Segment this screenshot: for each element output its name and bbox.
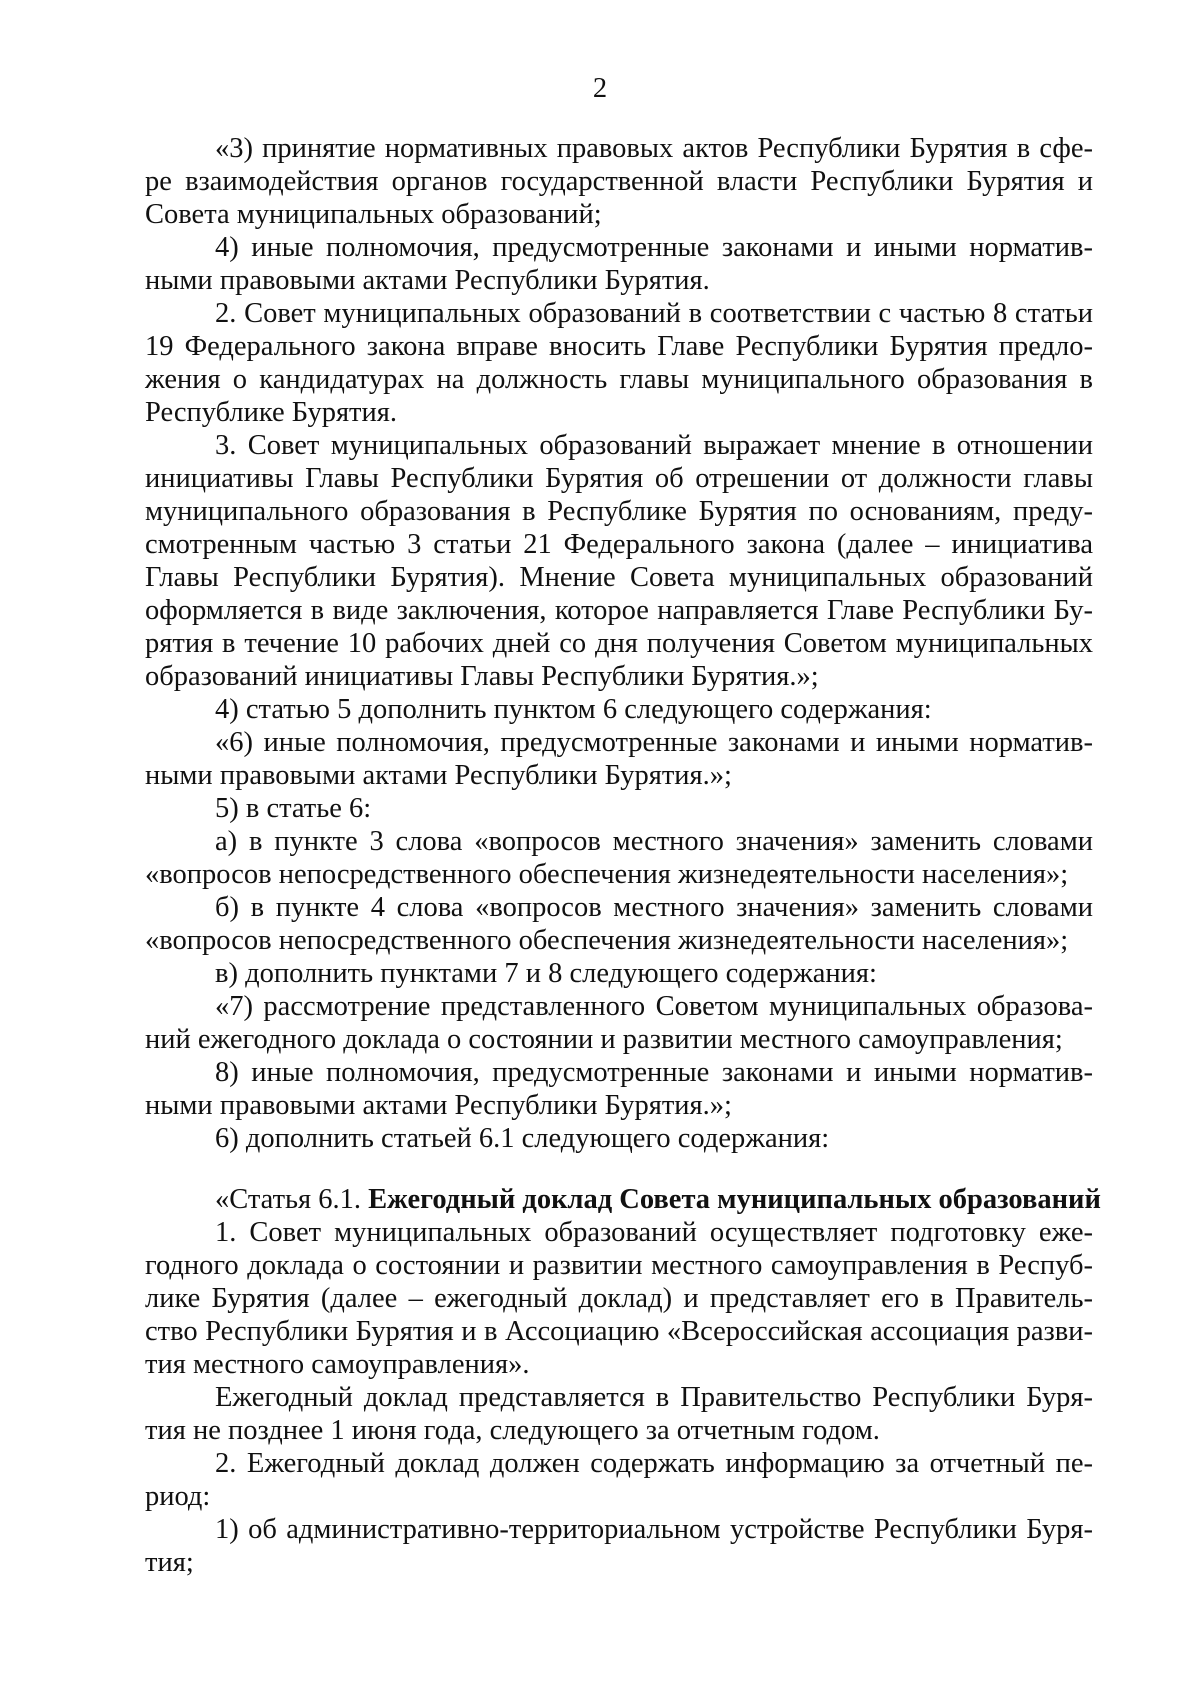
paragraph: «7) рассмотрение представленного Советом муниципальных образований ежегодного доклада о состоянии и развитии местного самоуправления;: [145, 991, 1093, 1055]
article-heading-title: Ежегодный доклад Совета муниципальных образований: [368, 1184, 1101, 1215]
paragraph: 2. Совет муниципальных образований в соответствии с частью 8 статьи 19 Федерального закона вправе вносить Главе Республики Бурятия предложения о кандидатурах на должность главы муниципального образования в Республике Бурятия.: [145, 298, 1093, 428]
paragraph: 3. Совет муниципальных образований выражает мнение в отношении инициативы Главы Республики Бурятия об отрешении от должности главы муниципального образования в Республике Бурятия по основаниям, предусмотренным частью 3 статьи 21 Федерального закона (далее – инициатива Главы Республики Бурятия). Мнение Совета муниципальных образований оформляется в виде заключения, которое направляется Главе Республики Бурятия в течение 10 рабочих дней со дня получения Советом муниципальных образований инициативы Главы Республики Бурятия.»;: [145, 430, 1093, 692]
paragraph: «6) иные полномочия, предусмотренные законами и иными нормативными правовыми актами Республики Бурятия.»;: [145, 727, 1093, 791]
page-number: 2: [592, 73, 608, 104]
paragraph: б) в пункте 4 слова «вопросов местного значения» заменить словами «вопросов непосредственного обеспечения жизнедеятельности населения»;: [145, 892, 1093, 956]
article-heading-prefix: «Статья 6.1.: [215, 1184, 369, 1215]
paragraph: 1. Совет муниципальных образований осуществляет подготовку ежегодного доклада о состоянии и развитии местного самоуправления в Республике Бурятия (далее – ежегодный доклад) и представляет его в Правительство Республики Бурятия и в Ассоциацию «Всероссийская ассоциация развития местного самоуправления».: [145, 1217, 1093, 1380]
paragraph: 6) дополнить статьей 6.1 следующего содержания:: [215, 1123, 830, 1154]
document-body: [145, 132, 1101, 1579]
paragraph: 1) об административно-территориальном устройстве Республики Бурятия;: [145, 1514, 1093, 1578]
paragraph: Ежегодный доклад представляется в Правительство Республики Бурятия не позднее 1 июня года, следующего за отчетным годом.: [145, 1382, 1093, 1446]
paragraph: в) дополнить пунктами 7 и 8 следующего содержания:: [215, 958, 877, 989]
paragraph: «3) принятие нормативных правовых актов Республики Бурятия в сфере взаимодействия органов государственной власти Республики Бурятия и Совета муниципальных образований;: [145, 133, 1093, 230]
paragraph: 4) статью 5 дополнить пунктом 6 следующего содержания:: [215, 694, 932, 725]
paragraph: 4) иные полномочия, предусмотренные законами и иными нормативными правовыми актами Республики Бурятия.: [145, 232, 1093, 296]
article-heading: [145, 1183, 1101, 1216]
paragraph: 8) иные полномочия, предусмотренные законами и иными нормативными правовыми актами Республики Бурятия.»;: [145, 1057, 1093, 1121]
paragraph: а) в пункте 3 слова «вопросов местного значения» заменить словами «вопросов непосредственного обеспечения жизнедеятельности населения»;: [145, 826, 1093, 890]
paragraph: 5) в статье 6:: [215, 793, 372, 824]
paragraph: 2. Ежегодный доклад должен содержать информацию за отчетный период:: [145, 1448, 1093, 1512]
